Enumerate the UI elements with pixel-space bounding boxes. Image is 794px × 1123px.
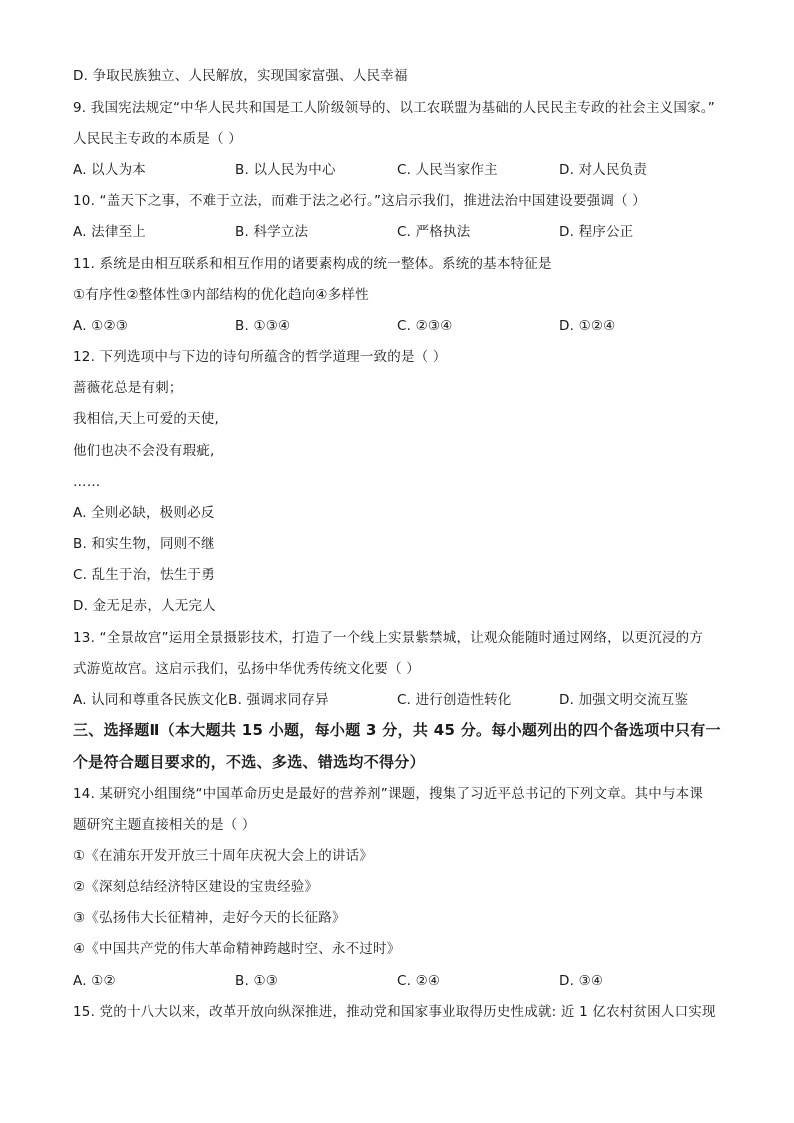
q14-stem-cont: 题研究主题直接相关的是（ ）: [73, 817, 256, 833]
q14-option-a: A. ①②: [73, 973, 116, 989]
q12-stem: 12. 下列选项中与下边的诗句所蕴含的哲学道理一致的是（ ）: [73, 349, 447, 365]
q14-item-4: ④《中国共产党的伟大革命精神跨越时空、永不过时》: [73, 941, 401, 957]
q11-option-a: A. ①②③: [73, 318, 129, 334]
section-3-heading-cont: 个是符合题目要求的，不选、多选、错选均不得分）: [73, 753, 425, 771]
q10-stem: 10. “盖天下之事，不难于立法，而难于法之必行。”这启示我们，推进法治中国建设要强调（ ）: [73, 193, 646, 209]
q9-option-a: A. 以人为本: [73, 162, 146, 178]
q14-option-b: B. ①③: [235, 973, 279, 989]
q14-item-1: ①《在浦东开发开放三十周年庆祝大会上的讲话》: [73, 848, 374, 864]
poem-line-1: 蔷薇花总是有刺；: [73, 380, 183, 396]
q8-option-d: D. 争取民族独立、人民解放，实现国家富强、人民幸福: [73, 68, 408, 84]
q14-stem: 14. 某研究小组围绕“中国革命历史是最好的营养剂”课题，搜集了习近平总书记的下列文章。其中与本课: [73, 786, 704, 802]
q15-stem: 15. 党的十八大以来，改革开放向纵深推进，推动党和国家事业取得历史性成就: 近 1 亿农村贫困人口实现: [73, 1004, 716, 1020]
q10-option-d: D. 程序公正: [559, 224, 634, 240]
q9-stem-cont: 人民民主专政的本质是（ ）: [73, 131, 242, 147]
q13-option-ab: A. 认同和尊重各民族文化B. 强调求同存异: [73, 692, 329, 708]
q9-option-c: C. 人民当家作主: [397, 162, 498, 178]
q13-stem-cont: 式游览故宫。这启示我们，弘扬中华优秀传统文化要（ ）: [73, 661, 420, 677]
q12-option-a: A. 全则必缺，极则必反: [73, 505, 215, 521]
q9-option-d: D. 对人民负责: [559, 162, 648, 178]
poem-ellipsis: ……: [73, 474, 101, 490]
q12-option-c: C. 乱生于治，怯生于勇: [73, 567, 215, 583]
q12-option-d: D. 金无足赤，人无完人: [73, 598, 216, 614]
q10-option-c: C. 严格执法: [397, 224, 471, 240]
q11-option-b: B. ①③④: [235, 318, 291, 334]
poem-line-3: 他们也决不会没有瑕疵,: [73, 443, 215, 459]
q10-option-a: A. 法律至上: [73, 224, 146, 240]
q11-option-c: C. ②③④: [397, 318, 453, 334]
q14-option-d: D. ③④: [559, 973, 604, 989]
q14-item-2: ②《深刻总结经济特区建设的宝贵经验》: [73, 879, 319, 895]
section-3-heading: 三、选择题Ⅱ（本大题共 15 小题，每小题 3 分，共 45 分。每小题列出的四个备选项中只有一: [73, 721, 721, 739]
poem-line-2: 我相信,天上可爱的天使,: [73, 411, 219, 427]
q10-option-b: B. 科学立法: [235, 224, 309, 240]
q14-item-3: ③《弘扬伟大长征精神，走好今天的长征路》: [73, 910, 346, 926]
q13-stem: 13. “全景故宫”运用全景摄影技术，打造了一个线上实景紫禁城，让观众能随时通过网络，以更沉浸的方: [73, 630, 704, 646]
q9-stem: 9. 我国宪法规定“中华人民共和国是工人阶级领导的、以工农联盟为基础的人民民主专政的社会主义国家。”: [73, 100, 715, 116]
q9-option-b: B. 以人民为中心: [235, 162, 336, 178]
q11-items: ①有序性②整体性③内部结构的优化趋向④多样性: [73, 287, 369, 303]
q13-option-c: C. 进行创造性转化: [397, 692, 512, 708]
q11-option-d: D. ①②④: [559, 318, 616, 334]
q11-stem: 11. 系统是由相互联系和相互作用的诸要素构成的统一整体。系统的基本特征是: [73, 256, 552, 272]
q14-option-c: C. ②④: [397, 973, 441, 989]
q12-option-b: B. 和实生物，同则不继: [73, 536, 215, 552]
q13-option-d: D. 加强文明交流互鉴: [559, 692, 689, 708]
